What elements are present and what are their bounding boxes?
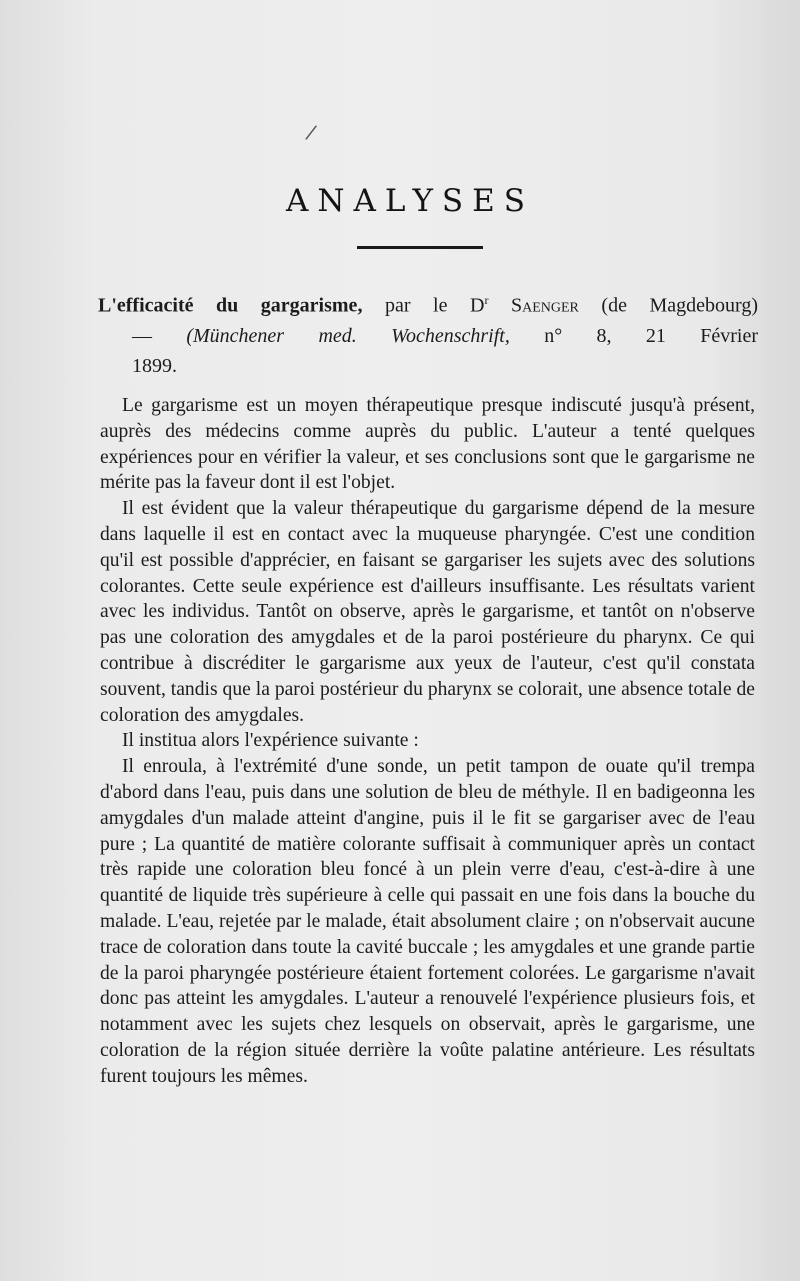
article-origin: (de Magdebourg) (601, 294, 758, 317)
article-body (100, 393, 755, 1090)
journal-issue: n° 8, 21 Février (544, 324, 759, 347)
dr-suffix: r (484, 293, 489, 307)
article-by: par le D (384, 294, 485, 317)
heading-line-2 (98, 321, 758, 351)
article-title: L'efficacité du gargarisme, (98, 294, 363, 317)
journal-year: 1899. (132, 354, 177, 377)
heading-line-3 (98, 351, 758, 381)
paragraph-2: Il est évident que la valeur thérapeutique du gargarisme dépend de la mesure dans laquelle il est en contact avec la muqueuse pharyngée. C'est une condition qu'il est possible d'apprécier, en faisant se gargariser les sujets avec des solutions colorantes. Cette seule expérience est d'ailleurs insuffisante. Les résultats varient avec les individus. Tantôt on observe, après le gargarisme, et tantôt on n'observe pas une coloration des amygdales et de la paroi postérieure du pharynx. Ce qui contribue à discréditer le gargarisme aux yeux de l'auteur, c'est qu'il constata souvent, tandis que la paroi postérieur du pharynx se colorait, une absence totale de coloration des amygdales. (100, 498, 755, 726)
paragraph-1: Le gargarisme est un moyen thérapeutique presque indiscuté jusqu'à présent, auprès des médecins comme auprès du public. L'auteur a tenté quelques expériences pour en vérifier la valeur, et ses conclusions sont que le gargarisme ne mérite pas la faveur dont il est l'objet. (100, 395, 755, 494)
title-rule (357, 246, 483, 249)
heading-dash: — (132, 324, 152, 347)
article-author: Saenger (510, 294, 579, 317)
paragraph-4: Il enroula, à l'extrémité d'une sonde, un petit tampon de ouate qu'il trempa d'abord dans l'eau, puis dans une solution de bleu de méthyle. Il en badigeonna les amygdales d'un malade atteint d'angine, puis il le fit se gargariser avec de l'eau pure ; La quantité de matière colorante suffisait à communiquer après un contact très rapide une coloration bleu foncé à un plein verre d'eau, c'est-à-dire à une quantité de liquide très supérieure à celle qui passait en une fois dans la bouche du malade. L'eau, rejetée par le malade, était absolument claire ; on n'observait aucune trace de coloration dans toute la cavité buccale ; les amygdales et une grande partie de la paroi pharyngée postérieure étaient fortement colorées. Le gargarisme n'avait donc pas atteint les amygdales. L'auteur a renouvelé l'expérience plusieurs fois, et notamment avec les sujets chez lesquels on observait, après le gargarisme, une coloration de la région située derrière la voûte palatine antérieure. Les résultats furent toujours les mêmes. (100, 756, 755, 1087)
section-title: ANALYSES (285, 183, 535, 219)
paragraph-3: Il institua alors l'expérience suivante : (122, 730, 419, 752)
stray-pen-mark: / (304, 119, 319, 145)
heading-line-1 (98, 285, 758, 321)
article-heading (98, 285, 758, 381)
journal-name: (Münchener med. Wochenschrift, (186, 324, 510, 347)
